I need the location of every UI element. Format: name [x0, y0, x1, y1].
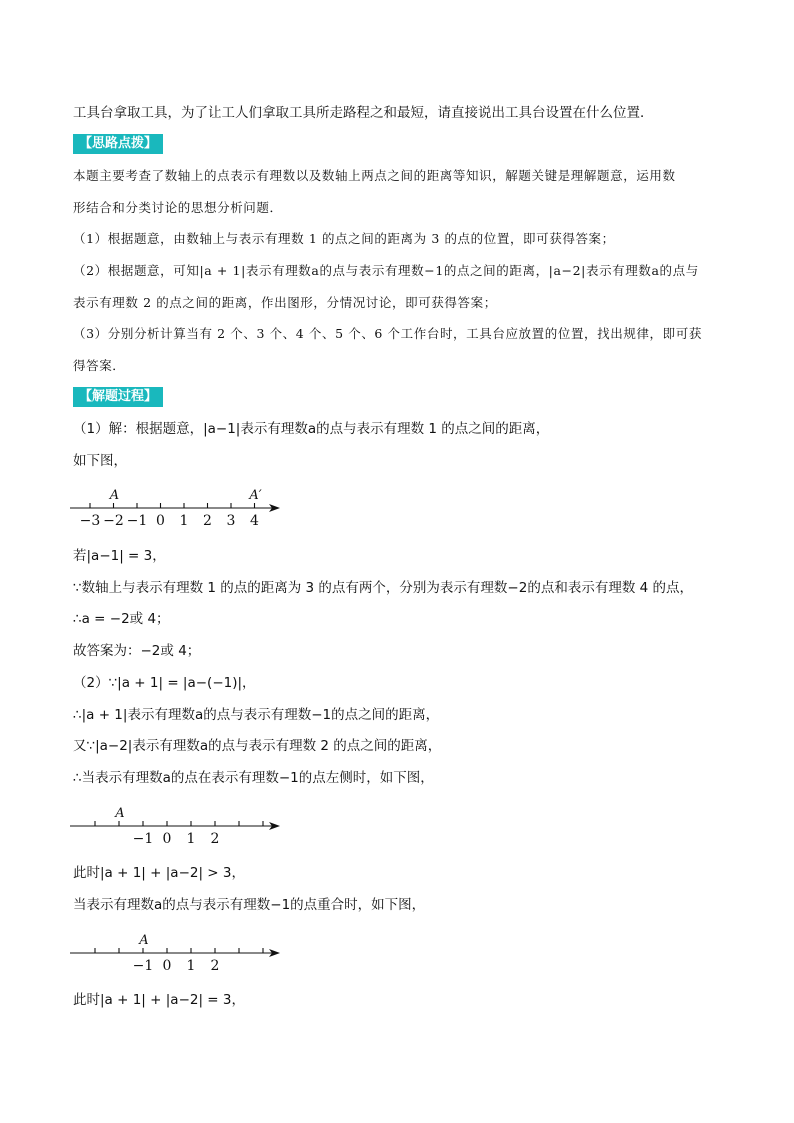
solution-line: 故答案为：−2或 4；: [73, 643, 201, 659]
tick-label: 2: [203, 513, 212, 529]
analysis-line: 本题主要考查了数轴上的点表示有理数以及数轴上两点之间的距离等知识，解题关键是理解题意，运用数: [73, 168, 676, 183]
tick-label: 4: [250, 513, 259, 529]
analysis-line: 形结合和分类讨论的思想分析问题．: [73, 200, 283, 215]
solution-line: ∴当表示有理数a的点在表示有理数−1的点左侧时，如下图，: [73, 770, 434, 786]
solution-line: 当表示有理数a的点与表示有理数−1的点重合时，如下图，: [73, 897, 426, 913]
solution-line: ∵数轴上与表示有理数 1 的点的距离为 3 的点有两个，分别为表示有理数−2的点和表示有理数 4 的点，: [73, 580, 694, 596]
point-label: A′: [249, 488, 262, 503]
tick-label: 3: [226, 513, 236, 529]
tick-label: −1: [132, 958, 154, 974]
solution-line: 此时|a + 1| + |a−2| > 3，: [73, 865, 245, 881]
solution-line: （1）解：根据题意，|a−1|表示有理数a的点与表示有理数 1 的点之间的距离，: [73, 421, 550, 437]
tick-label: 1: [179, 513, 189, 529]
solution-line: 如下图，: [73, 453, 127, 469]
tick-label: 2: [210, 958, 220, 974]
tick-label: 1: [186, 958, 196, 974]
solution-line: 又∵|a−2|表示有理数a的点与表示有理数 2 的点之间的距离，: [73, 738, 442, 754]
point-label: A: [115, 806, 125, 821]
solution-line: 此时|a + 1| + |a−2| = 3，: [73, 992, 245, 1008]
analysis-line: （1）根据题意，由数轴上与表示有理数 1 的点之间的距离为 3 的点的位置，即可获得答案；: [73, 231, 615, 246]
tick-label: −1: [132, 831, 154, 847]
point-label: A: [139, 933, 149, 948]
tick-label: −2: [103, 513, 124, 529]
number-line-3: [70, 925, 290, 977]
solution-line: ∴a = −2或 4；: [73, 611, 170, 627]
intro-line: 工具台拿取工具，为了让工人们拿取工具所走路程之和最短，请直接说出工具台设置在什么位置．: [73, 105, 654, 121]
point-label: A: [109, 488, 120, 503]
analysis-line: （2）根据题意，可知|a + 1|表示有理数a的点与表示有理数−1的点之间的距离，|a−2|表示有理数a的点与: [73, 263, 699, 278]
solution-line: ∴|a + 1|表示有理数a的点与表示有理数−1的点之间的距离，: [73, 707, 440, 723]
hint-tag: 【思路点拨】: [73, 134, 163, 154]
solution-line: 若|a−1| = 3，: [73, 548, 166, 564]
tick-label: 0: [156, 513, 165, 529]
analysis-line: 表示有理数 2 的点之间的距离，作出图形，分情况讨论，即可获得答案；: [73, 295, 497, 310]
tick-label: 0: [162, 831, 172, 847]
process-tag: 【解题过程】: [73, 387, 163, 407]
tick-label: 2: [210, 831, 220, 847]
solution-line: （2）∵|a + 1| = |a−(−1)|，: [73, 675, 256, 691]
analysis-line: 得答案．: [73, 358, 126, 373]
tick-label: 1: [186, 831, 196, 847]
tick-label: 0: [162, 958, 172, 974]
tick-label: −1: [126, 513, 148, 529]
number-line-2: [70, 798, 290, 850]
number-line-1: [70, 480, 290, 532]
analysis-line: （3）分别分析计算当有 2 个、3 个、4 个、5 个、6 个工作台时，工具台应放置的位置，找出规律，即可获: [73, 326, 702, 341]
tick-label: −3: [79, 513, 101, 529]
